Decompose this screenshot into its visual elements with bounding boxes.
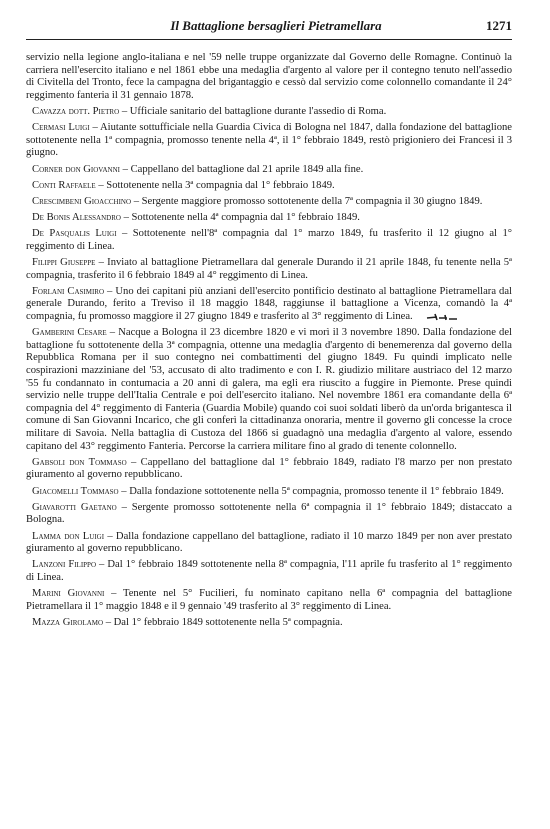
entry-text: – Sottotenente nella 4ª compagnia dal 1° febbraio 1849.: [120, 212, 360, 224]
entry-name: Cermasi Luigi: [32, 122, 90, 134]
entry-name: Lanzoni Filippo: [32, 559, 97, 571]
entry-paragraph: [26, 486, 512, 499]
entry-paragraph: [26, 531, 512, 556]
intro-paragraph: servizio nella legione anglo-italiana e nel '59 nelle truppe organizzate dal Governo delle Romagne. Continuò la carriera nell'esercito italiano e nel 1861 ebbe una medaglia d'argento al valore per il contegno tenuto nell'assedio di Civitella del Tronto, fece la campagna del brigantaggio e cessò dal servizio come colonnello comandante il 24° reggimento fanteria il 31 gennaio 1878.: [26, 52, 512, 101]
entry-name: De Pasqualis Luigi: [32, 228, 117, 240]
entry-paragraph: [26, 588, 512, 613]
entry-name: Filippi Giuseppe: [32, 257, 96, 269]
entry-name: Gamberini Cesare: [32, 327, 107, 339]
page: [26, 18, 512, 633]
entry-name: Corner: [32, 163, 63, 175]
entry-name: Cavazza: [32, 105, 67, 117]
entry-paragraph: [26, 122, 512, 160]
entry-paragraph: [26, 106, 512, 119]
entry-name: De Bonis Alessandro: [32, 212, 121, 224]
entry-name: Forlani Casimiro: [32, 285, 105, 297]
entry-given-name: dott. Pietro: [68, 105, 120, 117]
entry-paragraph: [26, 286, 512, 324]
entry-text: – Sergente maggiore promosso sottotenente della 7ª compagnia il 30 giugno 1849.: [131, 195, 483, 207]
entry-paragraph: [26, 502, 512, 527]
page-number: 1271: [486, 18, 512, 33]
entry-given-name: don Luigi: [64, 530, 105, 542]
entry-text: – Sergente promosso sottotenente nella 6ª compagnia il 1° febbraio 1849; distaccato a Bologna.: [26, 501, 512, 526]
entry-name: Lamma: [32, 530, 62, 542]
entry-text: – Tenente nel 5° Fucilieri, fu nominato capitano nella 6ª compagnia del battaglione Pietramellara il 1° maggio 1848 e il 9 gennaio '49 trasferito al 3° reggimento di Linea.: [26, 588, 512, 612]
entry-text: – Sottotenente nella 3ª compagnia dal 1° febbraio 1849.: [95, 179, 335, 191]
pencil-mark-icon: [425, 312, 459, 322]
entry-name: Crescimbeni Gioacchino: [32, 195, 132, 207]
body-text: [26, 52, 512, 629]
entry-paragraph: [26, 617, 512, 630]
entry-paragraph: [26, 164, 512, 177]
entry-name: Giavarotti Gaetano: [32, 501, 117, 513]
entry-text: – Dalla fondazione cappellano del battaglione, radiato il 10 marzo 1849 per non aver prestato giuramento al governo repubblicano.: [26, 530, 512, 555]
entry-given-name: don Tommaso: [69, 456, 127, 468]
entry-paragraph: [26, 180, 512, 193]
running-header: [26, 18, 512, 34]
entry-name: Marini Giovanni: [32, 588, 105, 600]
entry-text: – Inviato al battaglione Pietramellara dal generale Durando il 21 aprile 1848, fu tenente nella 5ª compagnia, trasferito il 6 febbraio 1849 al 4° reggimento di Linea.: [26, 257, 512, 281]
entry-text: – Uno dei capitani più anziani dell'esercito pontificio destinato al battaglione Pietramellara dal generale Durando, ferito a Treviso il 18 maggio 1848, raggiunse il battaglione a Vicenza, comandò la 4ª compagnia, fu promosso maggiore il 27 giugno 1849 e trasferito al 3° reggimento di Linea.: [26, 285, 512, 323]
entry-paragraph: [26, 257, 512, 282]
entry-paragraph: [26, 228, 512, 253]
entry-given-name: don Giovanni: [65, 163, 120, 175]
entries-list: [26, 106, 512, 629]
entry-paragraph: [26, 327, 512, 453]
entry-name: Conti Raffaele: [32, 179, 96, 191]
entry-text: – Cappellano del battaglione dal 1° febbraio 1849, radiato l'8 marzo per non prestato giuramento al governo repubblicano.: [26, 456, 512, 481]
entry-paragraph: [26, 559, 512, 584]
entry-name: Mazza Girolamo: [32, 616, 104, 628]
entry-text: – Aiutante sottufficiale nella Guardia Civica di Bologna nel 1847, dalla fondazione del battaglione sottotenente nella 1ª compagnia, promosso tenente nella 4ª, il 1° febbraio 1849, restò prigioniero dei Francesi il 3 giugno.: [26, 122, 513, 159]
entry-paragraph: [26, 212, 512, 225]
entry-text: – Sottotenente nell'8ª compagnia dal 1° marzo 1849, fu trasferito il 12 giugno al 1° reggimento di Linea.: [26, 228, 512, 252]
entry-text: – Cappellano del battaglione dal 21 aprile 1849 alla fine.: [119, 163, 364, 175]
entry-name: Giacomelli Tommaso: [32, 485, 119, 497]
header-rule: [26, 39, 512, 40]
entry-name: Gabsoli: [32, 456, 65, 468]
entry-text: – Dal 1° febbraio 1849 sottotenente nella 8ª compagnia, l'11 aprile fu trasferito al 1° reggimento di Linea.: [26, 559, 512, 583]
entry-text: – Dal 1° febbraio 1849 sottotenente nella 5ª compagnia.: [103, 616, 343, 628]
entry-paragraph: [26, 196, 512, 209]
running-title: Il Battaglione bersaglieri Pietramellara: [170, 18, 382, 33]
entry-paragraph: [26, 457, 512, 482]
entry-text: – Dalla fondazione sottotenente nella 5ª compagnia, promosso tenente il 1° febbraio 1849.: [118, 485, 504, 497]
entry-text: – Ufficiale sanitario del battaglione durante l'assedio di Roma.: [119, 105, 387, 117]
entry-text: – Nacque a Bologna il 23 dicembre 1820 e vi morì il 3 novembre 1890. Dalla fondazione del battaglione fu sottotenente della 3ª compagnia, ottenne una medaglia d'argento di benemerenza dal governo della Repubblica Romana per il suo contegno nei combattimenti del giugno 1849. Fu quindi implicato nelle cospirazioni mazziniane del '53, accusato di alto tradimento e con I. R. giudizio militare austriaco del 12 marzo '55 fu condannato in contumacia a 20 anni di galera, ma egli era riuscito a fuggire in Piemonte. Prese quindi servizio nelle truppe dell'Italia Centrale e poi dell'esercito italiano. Nel novembre 1861 era comandante della 6ª compagnia del 4° reggimento di Fanteria (Guardia Mobile) quando coi suoi soldati liberò da un'orda brigantesca il comune di San Giovanni Incarico, che gli conferì la cittadinanza onoraria, mentre il governo gli concesse la croce militare di Savoia. Nella battaglia di Custoza del 1866 si guadagnò una medaglia d'argento al valore, essendo capitano del 43° reggimento Fanteria. Percorse la carriera militare fino al grado di tenente colonnello.: [26, 327, 512, 452]
